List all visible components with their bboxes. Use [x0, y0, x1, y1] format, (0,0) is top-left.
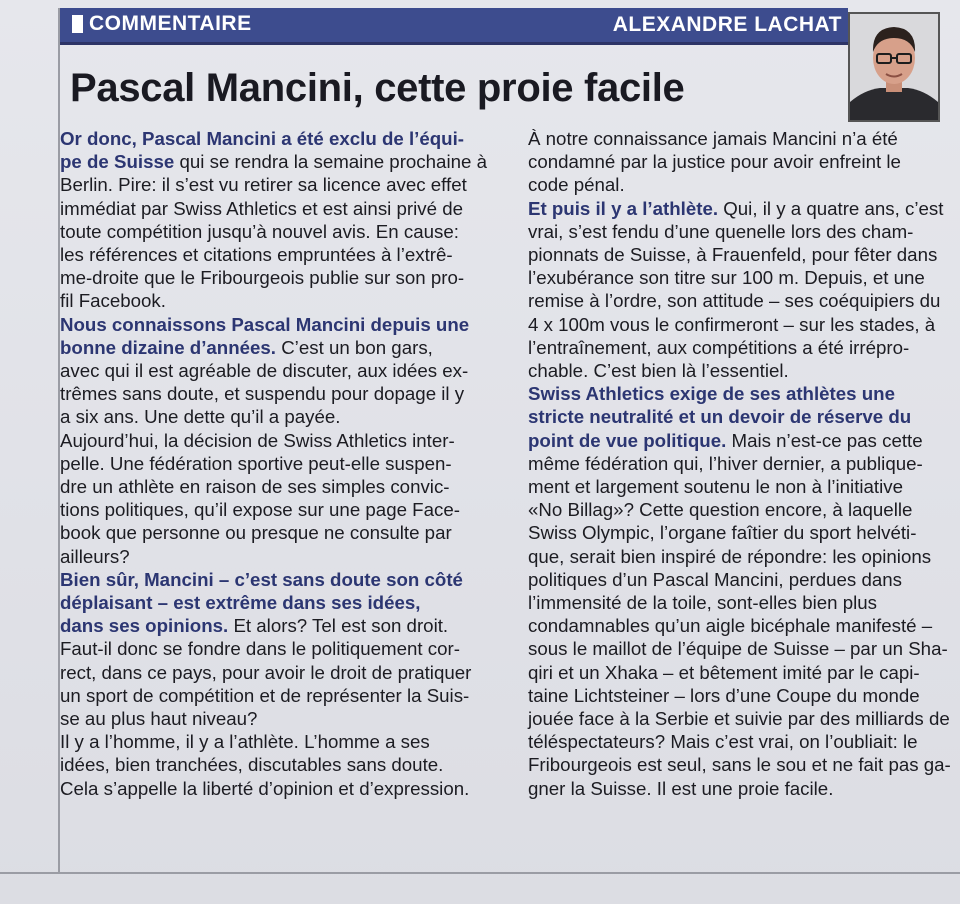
article-headline: Pascal Mancini, cette proie facile	[70, 66, 685, 110]
author-name: ALEXANDRE LACHAT	[612, 13, 842, 36]
text-line	[60, 266, 494, 289]
body-text: remise à l’ordre, son attitude – ses coéquipiers du	[528, 290, 941, 312]
body-text: rect, dans ce pays, pour avoir le droit de pratiquer	[60, 661, 472, 683]
text-line	[528, 591, 940, 614]
text-line	[528, 197, 944, 220]
body-text: Faut-il donc se fondre dans le politiquement cor-	[60, 638, 460, 660]
text-line	[60, 753, 494, 776]
body-text: idées, bien tranchées, discutables sans doute.	[60, 754, 444, 776]
text-line	[528, 684, 940, 707]
body-text: a six ans. Une dette qu’il a payée.	[60, 406, 341, 428]
author-portrait-icon	[850, 14, 938, 120]
text-line	[528, 359, 940, 382]
text-line	[528, 382, 940, 405]
body-text: que, serait bien inspiré de répondre: les opinions	[528, 545, 932, 567]
body-text: trêmes sans doute, et suspendu pour dopage il y	[60, 383, 465, 405]
text-line	[60, 313, 494, 336]
text-line	[60, 707, 494, 730]
text-line	[528, 313, 940, 336]
text-line	[528, 220, 940, 243]
body-text: qui se rendra la semaine prochaine à	[179, 151, 487, 173]
lead-in-text: dans ses opinions.	[60, 615, 229, 637]
text-line	[60, 614, 494, 637]
text-line	[60, 568, 494, 591]
body-text: Aujourd’hui, la décision de Swiss Athletics inter-	[60, 429, 455, 451]
body-text: Swiss Olympic, l’organe faîtier du sport helvéti-	[528, 522, 917, 544]
lead-in-text: Et puis il y a l’athlète.	[528, 197, 719, 219]
text-line	[60, 243, 494, 266]
body-text: chable. C’est bien là l’essentiel.	[528, 360, 789, 382]
text-line	[60, 127, 494, 150]
text-line	[528, 127, 940, 150]
rubric-text: COMMENTAIRE	[89, 12, 252, 35]
text-line	[528, 545, 940, 568]
body-text: même fédération qui, l’hiver dernier, a publique-	[528, 452, 923, 474]
body-text: pelle. Une fédération sportive peut-elle suspen-	[60, 452, 452, 474]
text-line	[60, 521, 494, 544]
body-text: politiques d’un Pascal Mancini, perdues dans	[528, 568, 902, 590]
article-paragraph	[60, 313, 494, 429]
body-text: gner la Suisse. Il est une proie facile.	[528, 777, 834, 799]
text-line	[528, 452, 940, 475]
body-text: Fribourgeois est seul, sans le sou et ne fait pas ga-	[528, 754, 951, 776]
text-line	[528, 150, 940, 173]
lead-in-text: Nous connaissons Pascal Mancini depuis une	[60, 313, 470, 335]
text-line	[60, 777, 494, 800]
text-line	[528, 498, 940, 521]
text-line	[528, 336, 940, 359]
body-text: toute compétition jusqu’à nouvel avis. En cause:	[60, 220, 459, 242]
article-paragraph	[60, 730, 494, 800]
text-line	[60, 150, 494, 173]
text-line	[528, 637, 948, 660]
text-line	[60, 382, 494, 405]
body-text: condamné par la justice pour avoir enfreint le	[528, 151, 901, 173]
body-text: code pénal.	[528, 174, 625, 196]
body-text: l’exubérance son titre sur 100 m. Depuis, et une	[528, 267, 925, 289]
text-line	[60, 359, 494, 382]
article-paragraph	[60, 429, 494, 568]
article-paragraph	[60, 127, 494, 313]
text-line	[528, 289, 940, 312]
lead-in-text: stricte neutralité et un devoir de réserve du	[528, 406, 912, 428]
text-line	[528, 243, 940, 266]
text-line	[60, 197, 494, 220]
body-text: condamnables qu’un aigle bicéphale manifesté –	[528, 615, 933, 637]
article-paragraph	[528, 197, 944, 383]
text-line	[60, 289, 494, 312]
body-text: C’est un bon gars,	[281, 336, 433, 358]
body-text: Cela s’appelle la liberté d’opinion et d’expression.	[60, 777, 470, 799]
text-line	[528, 777, 940, 800]
header-rule	[60, 42, 848, 45]
text-line	[60, 661, 494, 684]
lead-in-text: pe de Suisse	[60, 151, 175, 173]
rubric-marker-icon	[72, 15, 83, 33]
body-text: qiri et un Xhaka – et bêtement imité par le capi-	[528, 661, 920, 683]
body-text: fil Facebook.	[60, 290, 166, 312]
text-line	[60, 475, 494, 498]
text-line	[528, 568, 940, 591]
body-text: jouée face à la Serbie et suivie par des milliards de	[528, 708, 950, 730]
text-line	[60, 173, 494, 196]
body-text: Qui, il y a quatre ans, c’est	[723, 197, 944, 219]
left-column	[60, 127, 494, 800]
body-text: Mais n’est-ce pas cette	[731, 429, 923, 451]
text-line	[528, 753, 951, 776]
body-text: «No Billag»? Cette question encore, à laquelle	[528, 499, 913, 521]
body-text: me-droite que le Fribourgeois publie sur son pro-	[60, 267, 465, 289]
text-line	[528, 475, 940, 498]
body-text: se au plus haut niveau?	[60, 708, 258, 730]
rubric-header-bar	[60, 8, 848, 42]
body-text: À notre connaissance jamais Mancini n’a été	[528, 128, 898, 149]
text-line	[528, 173, 940, 196]
right-column	[528, 127, 951, 800]
body-text: 4 x 100m vous le confirmeront – sur les stades, à	[528, 313, 936, 335]
lead-in-text: Or donc, Pascal Mancini a été exclu de l’équi-	[60, 128, 464, 149]
body-text: un sport de compétition et de représenter la Suis-	[60, 684, 470, 706]
body-text: pionnats de Suisse, à Frauenfeld, pour fêter dans	[528, 244, 938, 266]
text-line	[60, 336, 494, 359]
body-text: les références et citations empruntées à l’extrê-	[60, 244, 453, 266]
text-line	[60, 591, 494, 614]
text-line	[60, 730, 494, 753]
article-paragraph	[528, 127, 940, 197]
body-text: téléspectateurs? Mais c’est vrai, on l’oubliait: le	[528, 731, 918, 753]
text-line	[60, 452, 494, 475]
rubric-label	[72, 12, 252, 36]
text-line	[60, 545, 494, 568]
body-text: dre un athlète en raison de ses simples convic-	[60, 476, 450, 498]
text-line	[528, 707, 950, 730]
text-line	[60, 498, 494, 521]
body-text: sous le maillot de l’équipe de Suisse – par un Sha-	[528, 638, 948, 660]
body-text: immédiat par Swiss Athletics et est ainsi privé de	[60, 197, 463, 219]
text-line	[528, 730, 940, 753]
body-text: taine Lichtsteiner – lors d’une Coupe du monde	[528, 684, 920, 706]
lead-in-text: point de vue politique.	[528, 429, 727, 451]
text-line	[60, 220, 494, 243]
body-text: l’entraînement, aux compétitions a été irrépro-	[528, 336, 910, 358]
text-line	[528, 266, 940, 289]
lead-in-text: Swiss Athletics exige de ses athlètes une	[528, 383, 895, 405]
text-line	[528, 614, 940, 637]
text-line	[528, 521, 940, 544]
text-line	[528, 405, 940, 428]
author-photo	[848, 12, 940, 122]
text-line	[528, 661, 940, 684]
body-text: book que personne ou presque ne consulte par	[60, 522, 452, 544]
body-text: ment et largement soutenu le non à l’initiative	[528, 476, 904, 498]
body-text: avec qui il est agréable de discuter, aux idées ex-	[60, 360, 469, 382]
bottom-rule	[0, 872, 960, 874]
text-line	[528, 429, 940, 452]
lead-in-text: déplaisant – est extrême dans ses idées,	[60, 592, 421, 614]
body-text: ailleurs?	[60, 545, 130, 567]
body-text: Et alors? Tel est son droit.	[233, 615, 449, 637]
text-line	[60, 429, 494, 452]
body-text: vrai, s’est fendu d’une quenelle lors des cham-	[528, 220, 914, 242]
body-text: tions politiques, qu’il expose sur une page Face-	[60, 499, 460, 521]
body-text: l’immensité de la toile, sont-elles bien plus	[528, 592, 878, 614]
body-text: Berlin. Pire: il s’est vu retirer sa licence avec effet	[60, 174, 467, 196]
lead-in-text: Bien sûr, Mancini – c’est sans doute son côté	[60, 568, 463, 590]
article-paragraph	[528, 382, 951, 800]
article-paragraph	[60, 568, 494, 730]
text-line	[60, 405, 494, 428]
text-line	[60, 684, 494, 707]
body-text: Il y a l’homme, il y a l’athlète. L’homme a ses	[60, 731, 430, 753]
lead-in-text: bonne dizaine d’années.	[60, 336, 276, 358]
text-line	[60, 637, 494, 660]
